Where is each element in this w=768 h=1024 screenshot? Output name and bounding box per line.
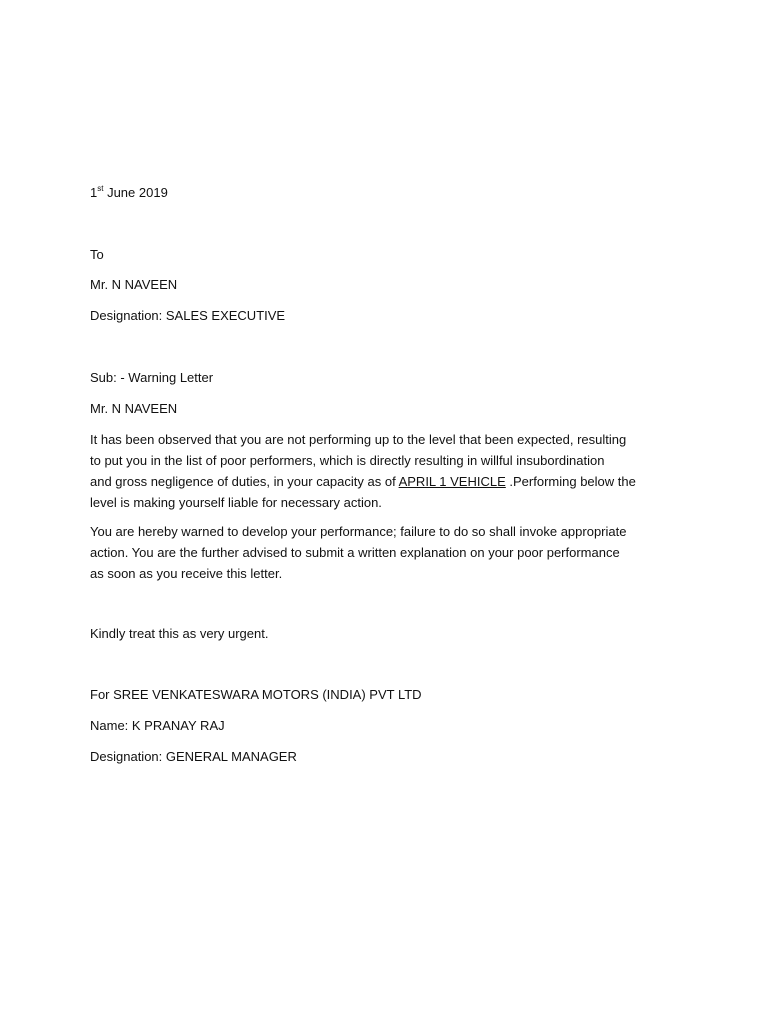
- paragraph-line: You are hereby warned to develop your performance; failure to do so shall invoke appropriate: [90, 524, 627, 539]
- closing-note: Kindly treat this as very urgent.: [90, 626, 269, 641]
- date-day: 1: [90, 185, 98, 200]
- paragraph-line: [90, 471, 680, 492]
- paragraph-text: and gross negligence of duties, in your capacity as of: [90, 474, 399, 489]
- paragraph-line: to put you in the list of poor performers, which is directly resulting in willful insubordination: [90, 453, 605, 468]
- recipient-designation: Designation: SALES EXECUTIVE: [90, 308, 286, 323]
- signatory-name: Name: K PRANAY RAJ: [90, 718, 225, 733]
- date-suffix: st: [97, 183, 104, 193]
- paragraph-line: as soon as you receive this letter.: [90, 566, 283, 581]
- to-label: To: [90, 247, 104, 262]
- subject-line: Sub: - Warning Letter: [90, 370, 214, 385]
- letter-date: [90, 185, 168, 201]
- recipient-name: Mr. N NAVEEN: [90, 277, 178, 292]
- signatory-designation: Designation: GENERAL MANAGER: [90, 749, 297, 764]
- paragraph-line: action. You are the further advised to submit a written explanation on your poor performance: [90, 545, 620, 560]
- paragraph-line: level is making yourself liable for necessary action.: [90, 495, 382, 510]
- paragraph-line: It has been observed that you are not performing up to the level that been expected, resulting: [90, 432, 627, 447]
- paragraph-text: .Performing below the: [505, 474, 636, 489]
- company-line: For SREE VENKATESWARA MOTORS (INDIA) PVT LTD: [90, 687, 422, 702]
- paragraph-warning: [90, 521, 680, 584]
- date-month-year: June 2019: [103, 185, 168, 200]
- vehicle-reference: APRIL 1 VEHICLE: [398, 474, 506, 489]
- salutation: Mr. N NAVEEN: [90, 401, 178, 416]
- paragraph-observation: [90, 429, 680, 513]
